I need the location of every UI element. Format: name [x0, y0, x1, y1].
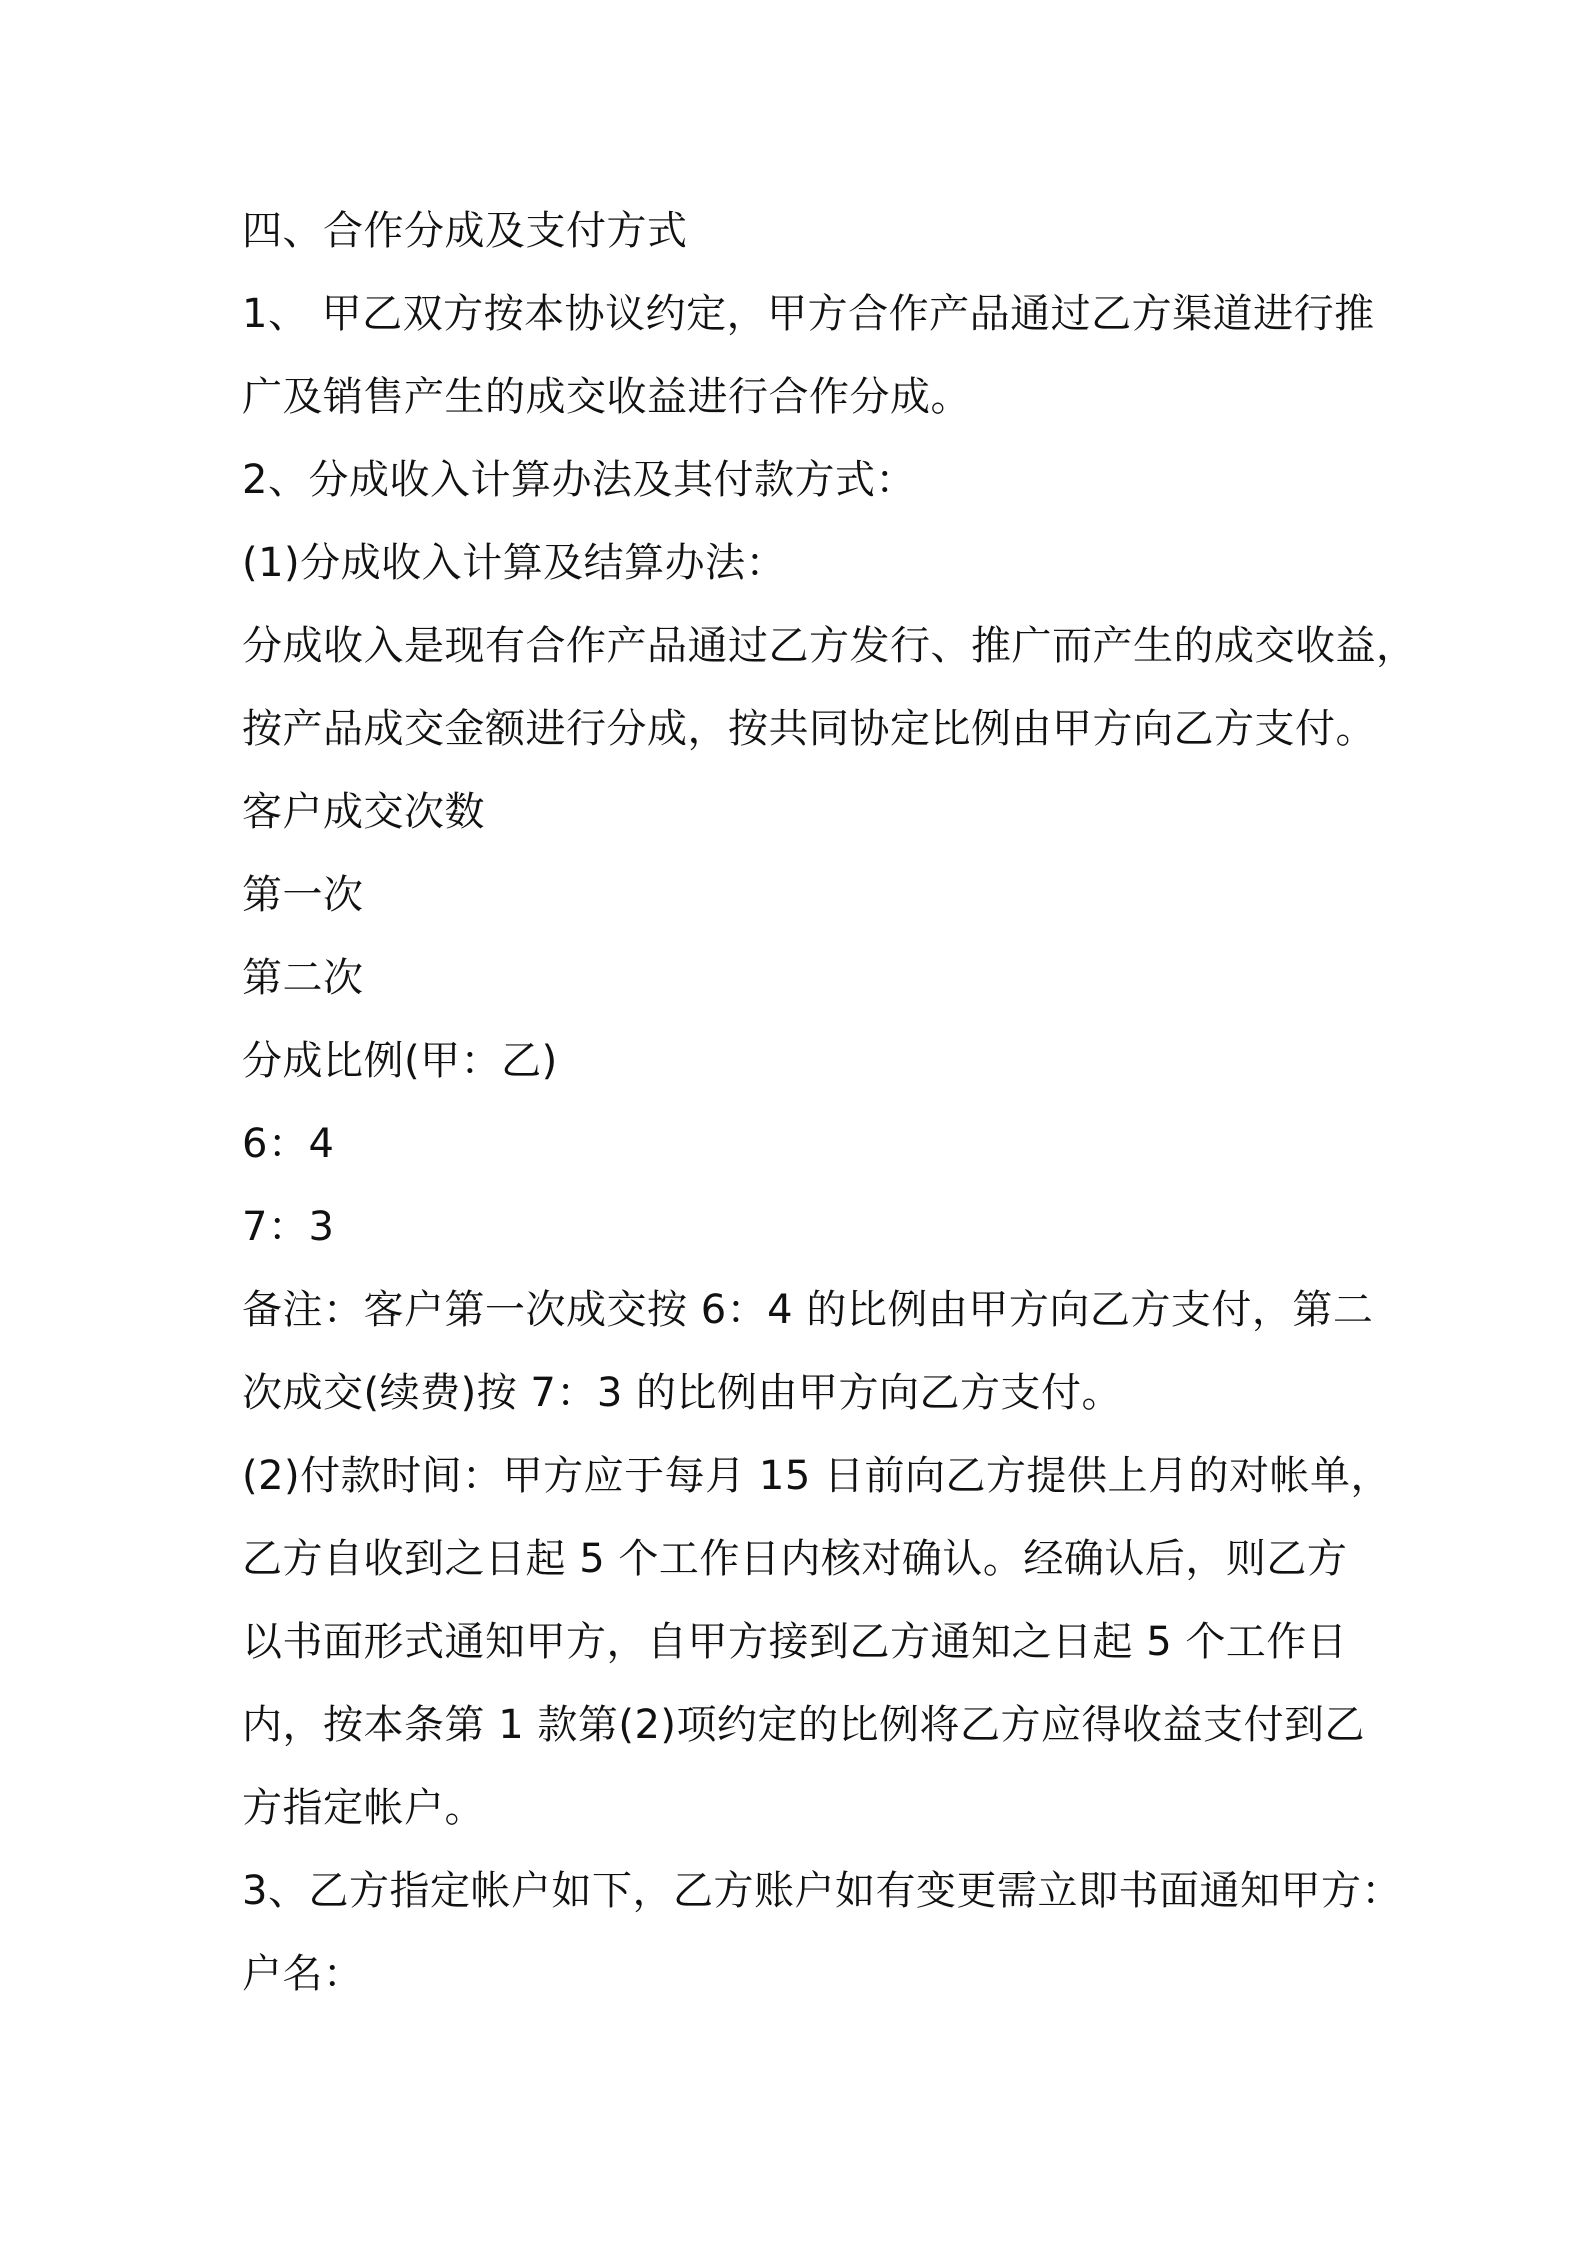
paragraph-line: (2)付款时间：甲方应于每月 15 日前向乙方提供上月的对帐单， [242, 1453, 1391, 1499]
paragraph-line: 2、分成收入计算办法及其付款方式： [242, 457, 916, 503]
table-cell-ratio-second: 7：3 [242, 1204, 335, 1250]
paragraph-line: 次成交(续费)按 7：3 的比例由甲方向乙方支付。 [242, 1370, 1123, 1416]
table-header-count: 客户成交次数 [242, 789, 485, 835]
table-cell-first: 第一次 [242, 872, 364, 918]
paragraph-line: 3、乙方指定帐户如下，乙方账户如有变更需立即书面通知甲方： [242, 1868, 1402, 1914]
paragraph-line: 1、 甲乙双方按本协议约定，甲方合作产品通过乙方渠道进行推 [242, 291, 1375, 337]
table-cell-ratio-first: 6：4 [242, 1121, 335, 1167]
paragraph-line: (1)分成收入计算及结算办法： [242, 540, 787, 586]
paragraph-line: 广及销售产生的成交收益进行合作分成。 [242, 374, 971, 420]
paragraph-line: 方指定帐户。 [242, 1785, 485, 1831]
table-header-ratio: 分成比例(甲：乙) [242, 1038, 558, 1084]
paragraph-line: 乙方自收到之日起 5 个工作日内核对确认。经确认后，则乙方 [242, 1536, 1348, 1582]
paragraph-line: 内，按本条第 1 款第(2)项约定的比例将乙方应得收益支付到乙 [242, 1702, 1366, 1748]
document-body [242, 190, 1417, 2016]
table-cell-second: 第二次 [242, 955, 364, 1001]
paragraph-line: 按产品成交金额进行分成，按共同协定比例由甲方向乙方支付。 [242, 706, 1376, 752]
paragraph-line: 备注：客户第一次成交按 6：4 的比例由甲方向乙方支付，第二 [242, 1287, 1374, 1333]
paragraph-line: 分成收入是现有合作产品通过乙方发行、推广而产生的成交收益， [242, 623, 1417, 669]
paragraph-line: 以书面形式通知甲方，自甲方接到乙方通知之日起 5 个工作日 [242, 1619, 1348, 1665]
account-name-label: 户名： [242, 1951, 364, 1997]
section-heading: 四、合作分成及支付方式 [242, 208, 688, 254]
